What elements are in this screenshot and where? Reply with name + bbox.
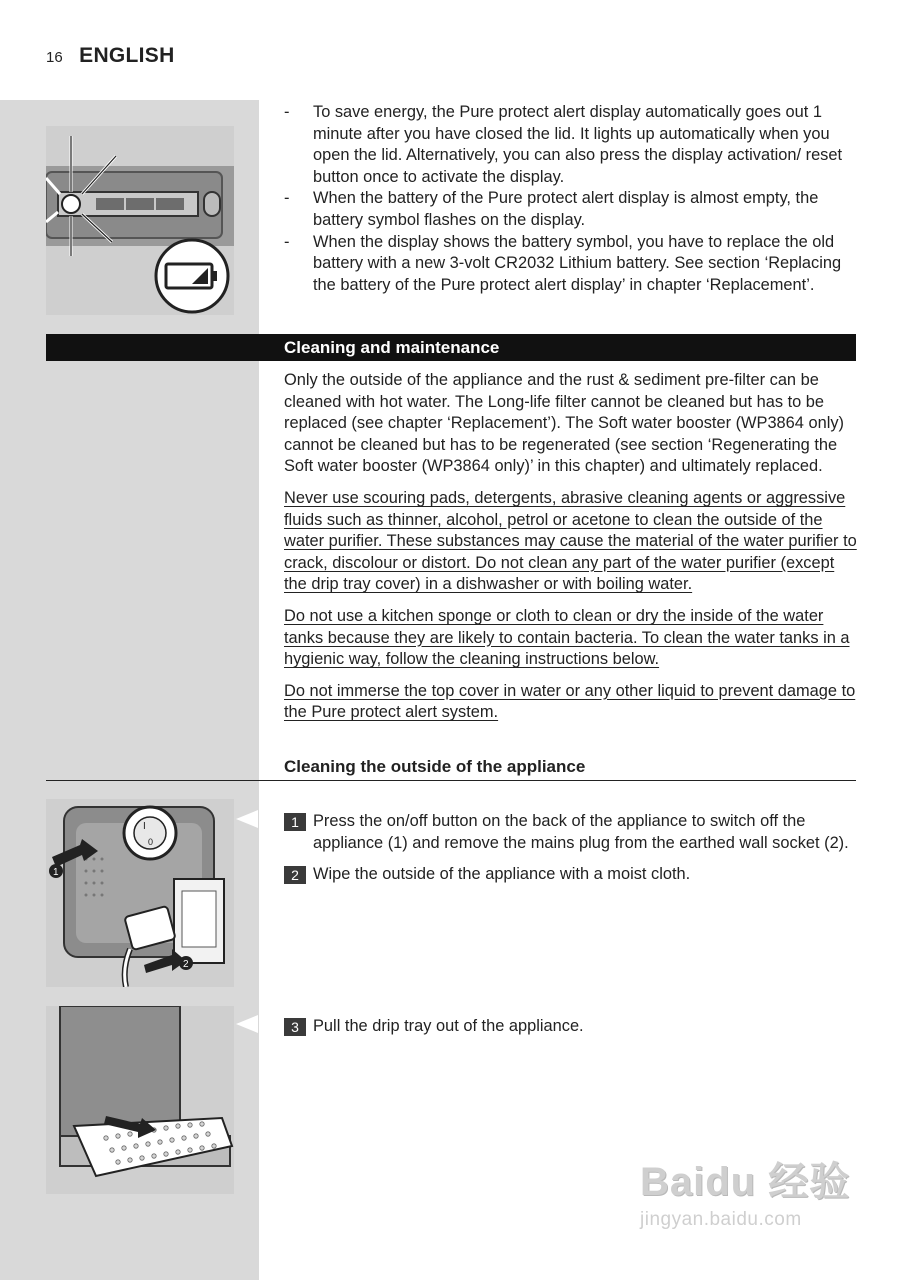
bullet-text: When the display shows the battery symbol, you have to replace the old battery with a new 3-volt CR2032 Lithium battery. See section ‘Replacing the battery of the Pure protect alert display’ in chapter ‘Replacement’. bbox=[313, 232, 842, 294]
step-number: 2 bbox=[284, 866, 306, 884]
warning-paragraph: Never use scouring pads, detergents, abrasive cleaning agents or aggressive fluids such as thinner, alcohol, petrol or acetone to clean the outside of the water purifier. These substances may cause the material of the water purifier to crack, discolour or distort. Do not clean any part of the water purifier (except the drip tray cover) in a dishwasher or with boiling water. bbox=[284, 488, 857, 594]
callout-2: 2 bbox=[183, 959, 189, 970]
bullet-text: To save energy, the Pure protect alert display automatically goes out 1 minute after you have closed the lid. It lights up automatically when you open the lid. Alternatively, you can also press the display activation/ reset button once to activate the display. bbox=[313, 103, 843, 186]
step-list bbox=[284, 1016, 858, 1048]
switch-on-label: I bbox=[143, 821, 146, 832]
watermark-url: jingyan.baidu.com bbox=[640, 1209, 802, 1230]
drip-tray-illustration bbox=[46, 1006, 234, 1194]
step-item bbox=[284, 864, 858, 886]
bullet-dash: - bbox=[284, 232, 290, 251]
list-item bbox=[284, 188, 858, 231]
illustration-pointer bbox=[236, 1015, 258, 1033]
bullet-text: When the battery of the Pure protect alert display is almost empty, the battery symbol flashes on the display. bbox=[313, 189, 819, 229]
display-battery-illustration bbox=[46, 126, 234, 315]
maintenance-body bbox=[284, 370, 858, 734]
step-item bbox=[284, 1016, 858, 1038]
subheading: Cleaning the outside of the appliance bbox=[284, 757, 586, 776]
step-list bbox=[284, 811, 858, 896]
battery-info-list bbox=[284, 102, 858, 296]
page-number: 16 bbox=[46, 49, 63, 66]
step-number: 1 bbox=[284, 813, 306, 831]
list-item bbox=[284, 102, 858, 188]
step-number: 3 bbox=[284, 1018, 306, 1036]
step-text: Wipe the outside of the appliance with a moist cloth. bbox=[313, 865, 691, 884]
step-text: Pull the drip tray out of the appliance. bbox=[313, 1017, 584, 1035]
section-title: Cleaning and maintenance bbox=[284, 338, 500, 357]
warning-paragraph: Do not use a kitchen sponge or cloth to clean or dry the inside of the water tanks because they are likely to contain bacteria. To clean the water tanks in a hygienic way, follow the cleaning instructions below. bbox=[284, 606, 850, 669]
bullet-dash: - bbox=[284, 103, 290, 121]
bullet-dash: - bbox=[284, 189, 290, 208]
watermark-logo: Baidu 经验 bbox=[640, 1160, 851, 1204]
callout-1: 1 bbox=[53, 867, 59, 878]
intro-paragraph: Only the outside of the appliance and the rust & sediment pre-filter can be cleaned with hot water. The Long-life filter cannot be cleaned but has to be replaced (see chapter ‘Replacement’). The Soft water booster (WP3864 only) cannot be cleaned but has to be regenerated (see section ‘Regenerating the Soft water booster (WP3864 only)’ in this chapter) and ultimately replaced. bbox=[284, 371, 844, 476]
page-header bbox=[46, 44, 175, 68]
divider bbox=[46, 780, 856, 781]
switch-off-label: 0 bbox=[148, 837, 154, 847]
list-item bbox=[284, 232, 858, 297]
language-heading: ENGLISH bbox=[79, 44, 175, 67]
step-text: Press the on/off button on the back of the appliance to switch off the appliance (1) and remove the mains plug from the earthed wall socket (2). bbox=[313, 812, 849, 852]
unplug-illustration bbox=[46, 799, 234, 987]
illustration-pointer bbox=[236, 810, 258, 828]
step-item bbox=[284, 811, 858, 854]
warning-paragraph: Do not immerse the top cover in water or any other liquid to prevent damage to the Pure protect alert system. bbox=[284, 681, 856, 722]
watermark bbox=[640, 1150, 870, 1231]
